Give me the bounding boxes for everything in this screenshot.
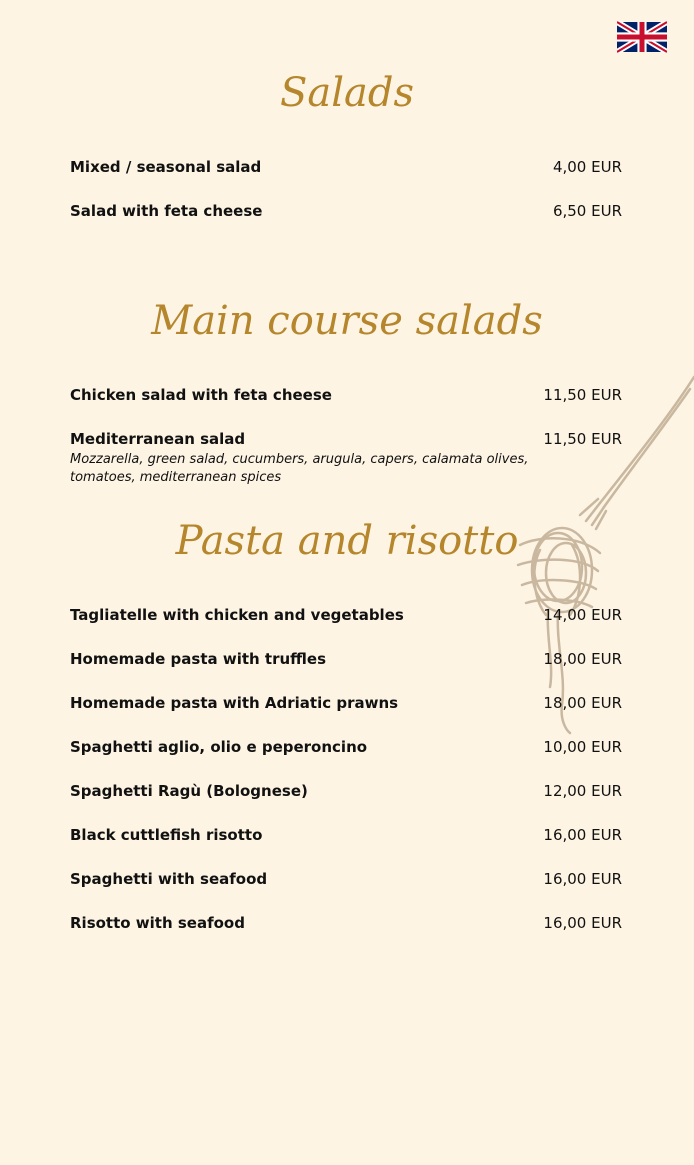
uk-flag-icon[interactable] xyxy=(617,21,667,53)
item-price: 12,00 EUR xyxy=(543,782,622,800)
menu-item xyxy=(70,430,622,448)
menu-item xyxy=(70,914,622,932)
item-name: Chicken salad with feta cheese xyxy=(70,386,332,404)
menu-item xyxy=(70,738,622,756)
menu-item xyxy=(70,826,622,844)
item-price: 6,50 EUR xyxy=(552,202,622,220)
item-name: Spaghetti with seafood xyxy=(70,870,268,888)
item-price: 11,50 EUR xyxy=(543,430,622,448)
section-title-pasta-and-risotto: Pasta and risotto xyxy=(175,518,519,564)
menu-item xyxy=(70,650,622,668)
item-name: Spaghetti Ragù (Bolognese) xyxy=(70,782,308,800)
section-title-salads: Salads xyxy=(279,70,415,116)
item-name: Mediterranean salad xyxy=(70,430,246,448)
item-name: Spaghetti aglio, olio e peperoncino xyxy=(70,738,368,756)
section-title-main-course-salads: Main course salads xyxy=(151,298,543,344)
item-description: Mozzarella, green salad, cucumbers, arugula, capers, calamata olives, tomatoes, mediterranean spices xyxy=(70,452,529,485)
item-price: 14,00 EUR xyxy=(543,606,622,624)
item-name: Homemade pasta with truffles xyxy=(70,650,327,668)
item-name: Risotto with seafood xyxy=(70,914,245,932)
item-price: 11,50 EUR xyxy=(543,386,622,404)
menu-item xyxy=(70,386,622,404)
item-price: 18,00 EUR xyxy=(543,694,622,712)
menu-item xyxy=(70,782,622,800)
item-price: 10,00 EUR xyxy=(543,738,622,756)
item-price: 18,00 EUR xyxy=(543,650,622,668)
item-name: Salad with feta cheese xyxy=(70,202,263,220)
menu-item xyxy=(70,158,622,176)
menu-item xyxy=(70,694,622,712)
item-name: Tagliatelle with chicken and vegetables xyxy=(70,606,404,624)
item-price: 4,00 EUR xyxy=(552,158,622,176)
menu-item xyxy=(70,870,622,888)
item-name: Homemade pasta with Adriatic prawns xyxy=(70,694,399,712)
item-price: 16,00 EUR xyxy=(543,826,622,844)
menu-item xyxy=(70,606,622,624)
item-price: 16,00 EUR xyxy=(543,870,622,888)
item-price: 16,00 EUR xyxy=(543,914,622,932)
menu-item xyxy=(70,202,622,220)
item-name: Mixed / seasonal salad xyxy=(70,158,262,176)
item-name: Black cuttlefish risotto xyxy=(70,826,263,844)
